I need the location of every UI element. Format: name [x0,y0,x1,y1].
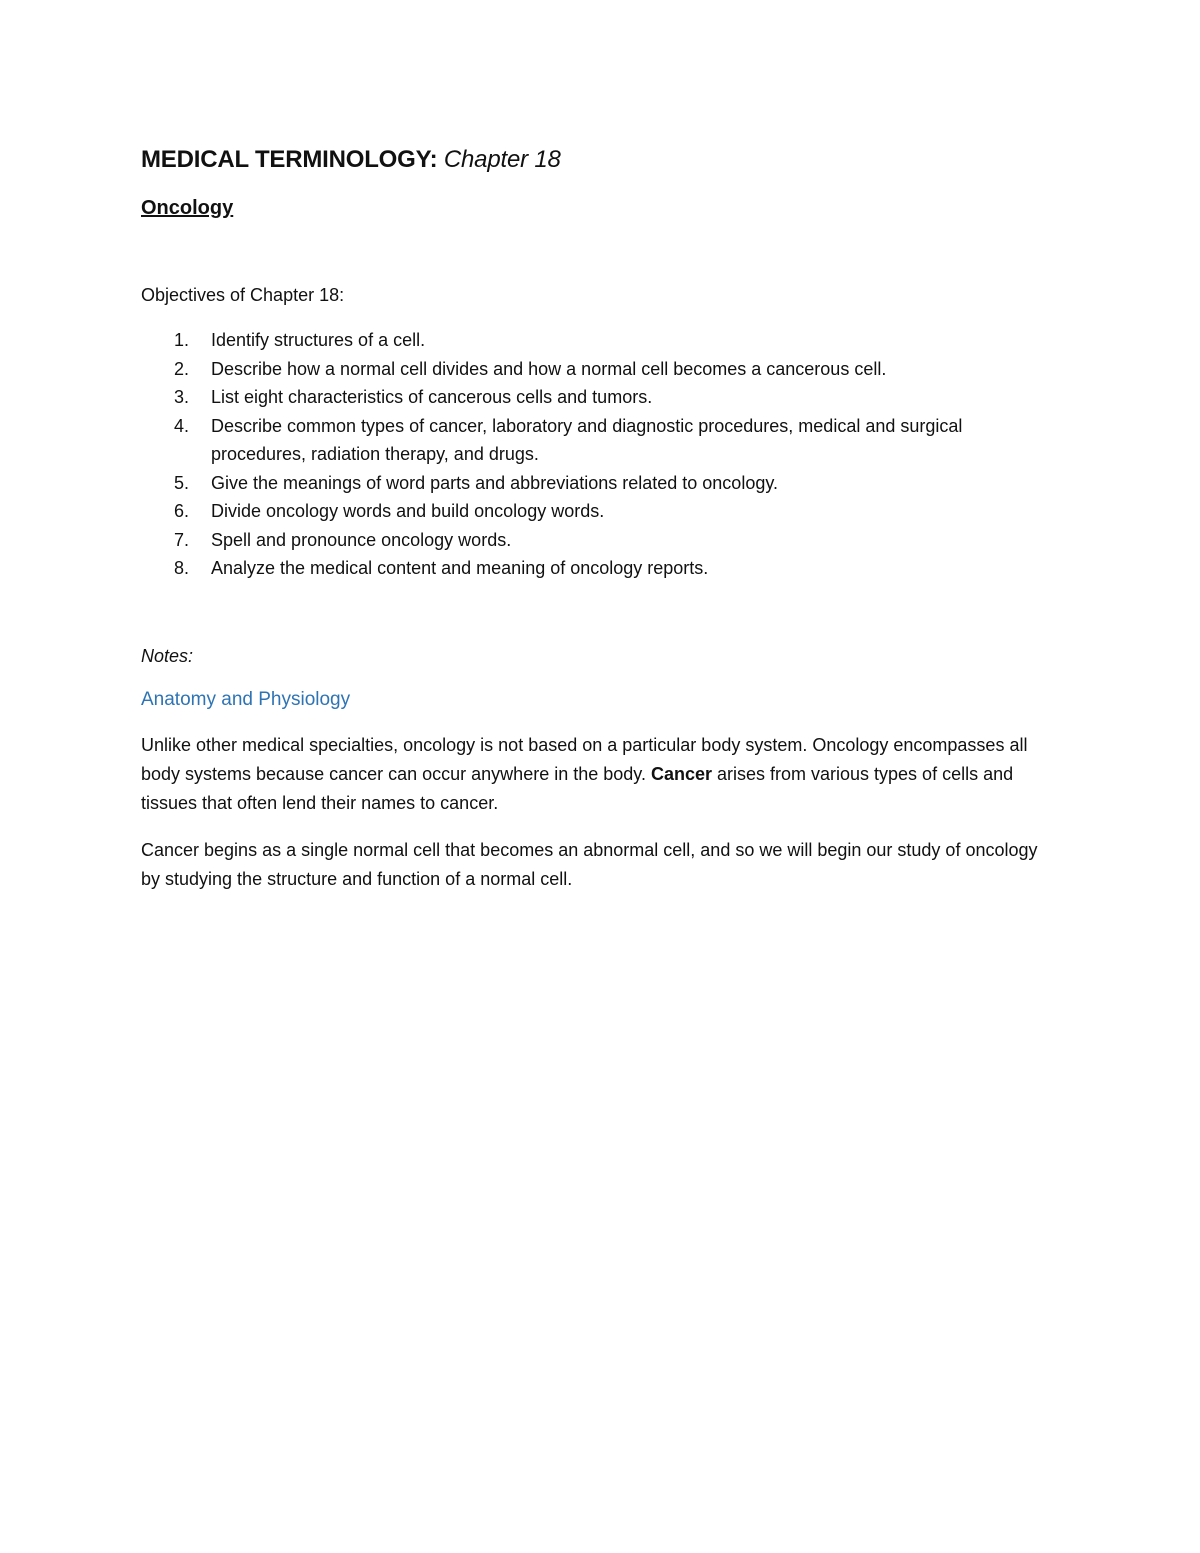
list-item-number: 2. [174,358,190,379]
paragraph-intro-after: arises from various types of cells and tissues that often lend their names to cancer. [141,763,1014,813]
list-item-text: Identify structures of a cell. [211,330,426,350]
title-italic-part: Chapter 18 [443,146,561,173]
objectives-heading: Objectives of Chapter 18: [141,285,345,305]
list-item [141,383,1061,412]
list-item-text: Describe common types of cancer, laboratory and diagnostic procedures, medical and surgical procedures, radiation therapy, and drugs. [211,415,963,464]
paragraph-intro-bold-term: Cancer [650,763,712,784]
document-content [141,140,1061,912]
list-item-number: 1. [174,330,190,350]
page-title [141,140,1061,180]
list-item-number: 4. [174,415,190,436]
list-item-number: 3. [174,387,190,407]
paragraph-intro [141,731,1061,818]
list-item-number: 6. [174,501,190,521]
title-bold-part: MEDICAL TERMINOLOGY: [141,146,438,173]
list-item [141,497,1061,526]
list-item [141,526,1061,555]
list-item [141,412,1061,469]
notes-label: Notes: [141,645,194,666]
list-item-text: List eight characteristics of cancerous cells and tumors. [211,387,653,407]
list-item-text: Describe how a normal cell divides and how a normal cell becomes a cancerous cell. [211,358,887,379]
objectives-list [141,326,1061,583]
list-item [141,355,1061,384]
list-item-number: 5. [174,472,190,493]
list-item [141,326,1061,355]
list-item-text: Spell and pronounce oncology words. [211,529,512,550]
paragraph-intro-before: Unlike other medical specialties, oncology is not based on a particular body system. Oncology encompasses all body systems because cancer can occur anywhere in the body. [141,734,1028,784]
list-item [141,469,1061,498]
chapter-subtitle: Oncology [141,197,234,219]
list-item-text: Divide oncology words and build oncology words. [211,501,605,521]
list-item [141,554,1061,583]
list-item-number: 7. [174,529,190,550]
list-item-text: Analyze the medical content and meaning of oncology reports. [211,558,709,578]
list-item-number: 8. [174,558,190,578]
section-heading-anatomy: Anatomy and Physiology [141,688,351,710]
paragraph-cell: Cancer begins as a single normal cell that becomes an abnormal cell, and so we will begin our study of oncology by studying the structure and function of a normal cell. [141,839,1038,889]
list-item-text: Give the meanings of word parts and abbreviations related to oncology. [211,472,778,493]
